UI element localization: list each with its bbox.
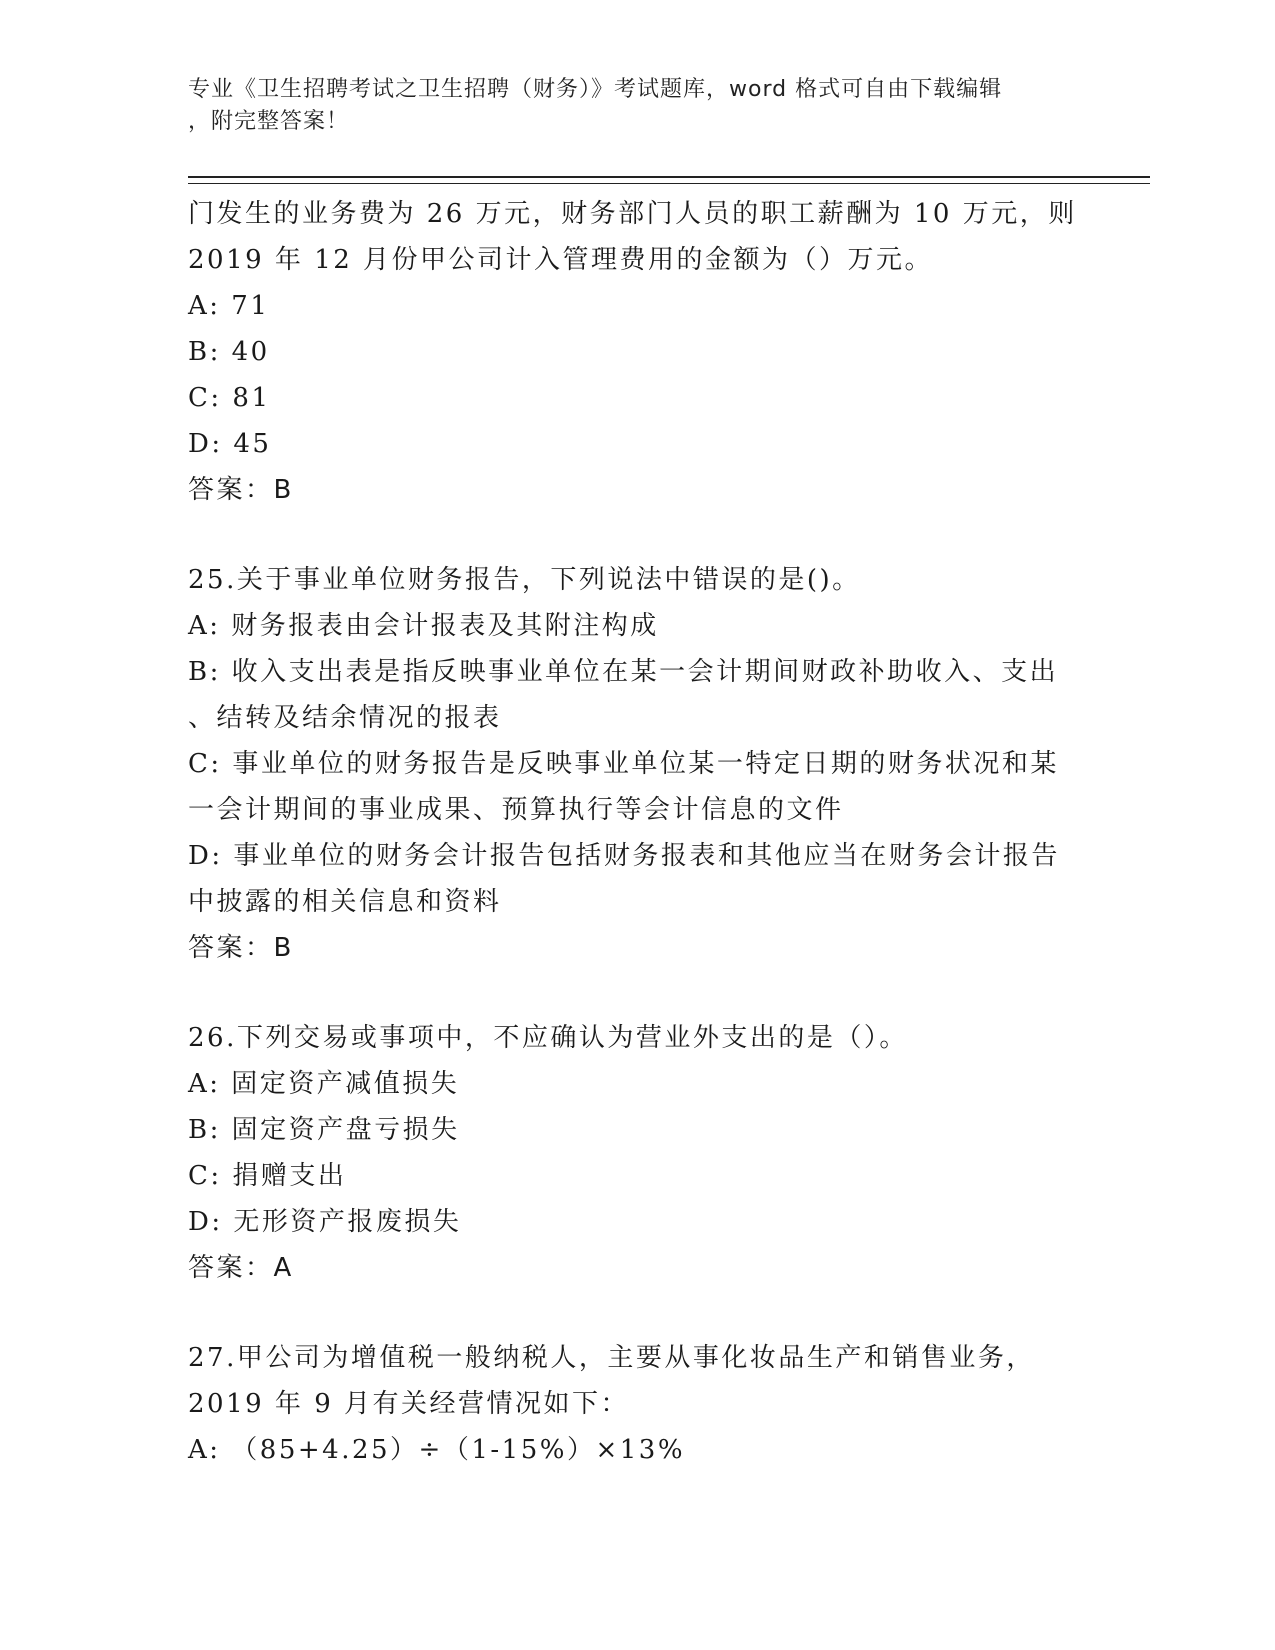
header-line-1: 专业《卫生招聘考试之卫生招聘（财务）》考试题库，word 格式可自由下载编辑 [188,77,1003,102]
option-a: A: 71 [188,291,270,321]
option-d: D: 事业单位的财务会计报告包括财务报表和其他应当在财务会计报告 [188,841,1060,871]
spacer [188,513,1088,557]
option-d: D: 45 [188,429,272,459]
answer: 答案：A [188,1253,294,1283]
question-stem: 26.下列交易或事项中，不应确认为营业外支出的是（）。 [188,1023,908,1053]
option-d-continued: 中披露的相关信息和资料 [188,887,502,917]
header-divider-thin [188,183,1150,184]
question-24 [188,191,1088,513]
spacer [188,971,1088,1015]
option-c-continued: 一会计期间的事业成果、预算执行等会计信息的文件 [188,795,844,825]
option-c: C: 捐赠支出 [188,1161,347,1191]
header-line-2: ，附完整答案！ [188,109,350,134]
option-a: A: 财务报表由会计报表及其附注构成 [188,611,659,641]
answer: 答案：B [188,475,294,505]
question-25 [188,557,1088,971]
option-b: B: 固定资产盘亏损失 [188,1115,460,1145]
option-b: B: 收入支出表是指反映事业单位在某一会计期间财政补助收入、支出 [188,657,1059,687]
spacer [188,1291,1088,1335]
option-a: A: （85+4.25）÷（1-15%）×13% [188,1435,686,1465]
question-27 [188,1335,1088,1473]
question-stem: 2019 年 9 月有关经营情况如下： [188,1389,630,1419]
option-c: C: 事业单位的财务报告是反映事业单位某一特定日期的财务状况和某 [188,749,1059,779]
option-b: B: 40 [188,337,270,367]
question-stem: 2019 年 12 月份甲公司计入管理费用的金额为（）万元。 [188,245,934,275]
question-stem: 25.关于事业单位财务报告，下列说法中错误的是()。 [188,565,861,595]
option-b-continued: 、结转及结余情况的报表 [188,703,502,733]
question-stem: 门发生的业务费为 26 万元，财务部门人员的职工薪酬为 10 万元，则 [188,199,1077,229]
question-stem: 27.甲公司为增值税一般纳税人，主要从事化妆品生产和销售业务， [188,1343,1035,1373]
answer: 答案：B [188,933,294,963]
document-header [188,74,1088,138]
option-a: A: 固定资产减值损失 [188,1069,460,1099]
option-d: D: 无形资产报废损失 [188,1207,462,1237]
question-list [188,191,1088,1473]
header-divider-thick [188,176,1150,178]
question-26 [188,1015,1088,1291]
option-c: C: 81 [188,383,271,413]
